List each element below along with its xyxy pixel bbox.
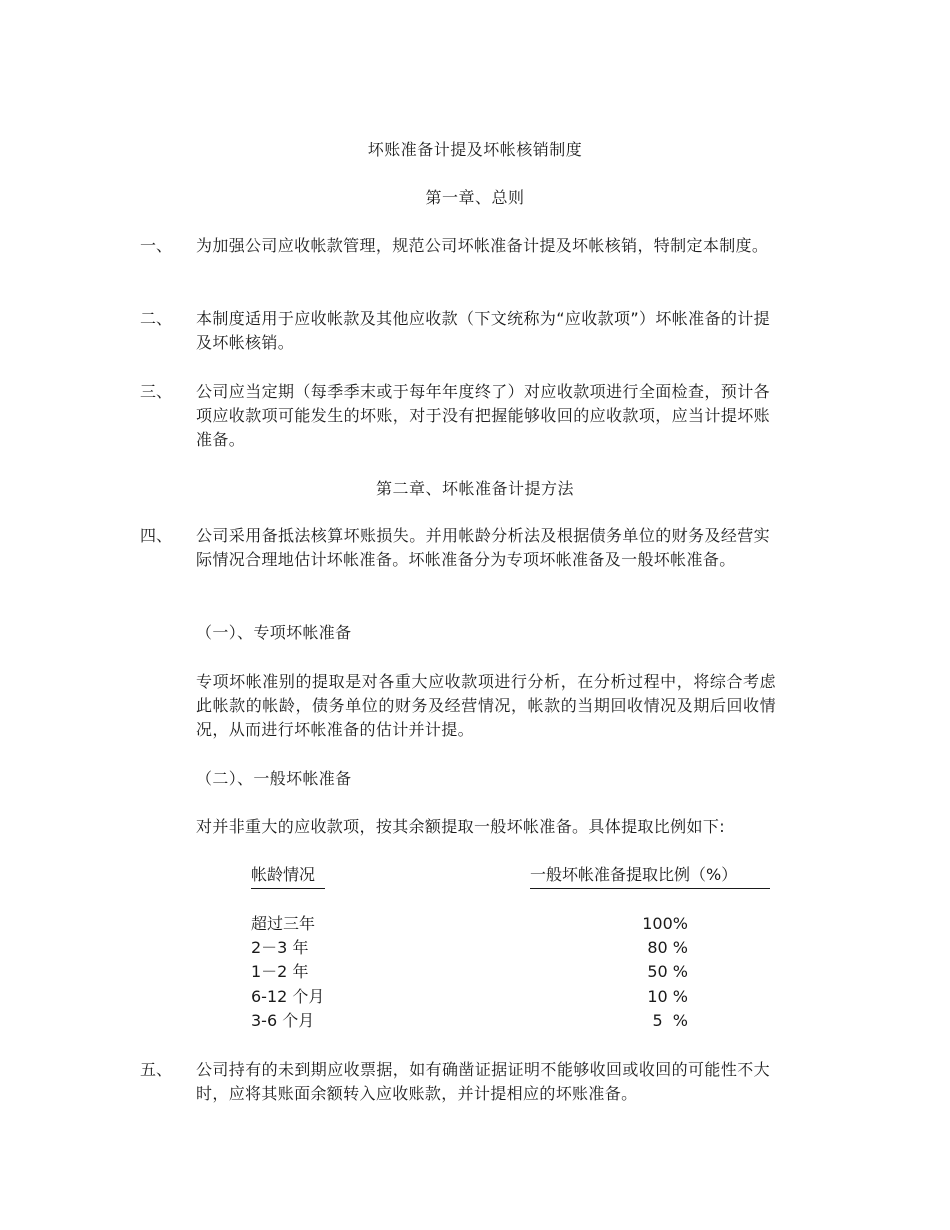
table-row-label: 超过三年 (251, 914, 316, 933)
clause-text: 公司持有的未到期应收票据，如有确凿证据证明不能够收回或收回的可能性不大时，应将其账面余额转入应收账款，并计提相应的坏账准备。 (196, 1060, 770, 1103)
age-column-header: 帐龄情况 (251, 863, 325, 889)
clause-number: 二、 (140, 309, 173, 328)
section-1-title: （一）、专项坏帐准备 (196, 623, 352, 642)
section-2-title: （二）、一般坏帐准备 (196, 769, 352, 788)
chapter-1-heading: 第一章、总则 (425, 188, 525, 207)
table-row-label: 1－2 年 (251, 962, 309, 981)
clause-number: 一、 (140, 236, 173, 255)
clause-text: 为加强公司应收帐款管理，规范公司坏帐准备计提及坏帐核销，特制定本制度。 (196, 236, 769, 255)
table-row-label: 6-12 个月 (251, 987, 325, 1006)
table-row-value: 10 % (647, 987, 688, 1006)
section-2-text: 对并非重大的应收款项，按其余额提取一般坏帐准备。具体提取比例如下: (196, 817, 725, 836)
table-row-label: 3-6 个月 (251, 1011, 315, 1030)
clause-text: 本制度适用于应收帐款及其他应收款（下文统称为“应收款项”）坏帐准备的计提及坏帐核销。 (196, 309, 770, 352)
table-row-value: 80 % (647, 938, 688, 957)
section-1-text: 专项坏帐准别的提取是对各重大应收款项进行分析，在分析过程中，将综合考虑此帐款的帐龄，债务单位的财务及经营情况，帐款的当期回收情况及期后回收情况，从而进行坏帐准备的估计并计提。 (196, 672, 776, 739)
clause-number: 三、 (140, 382, 173, 401)
clause-text: 公司采用备抵法核算坏账损失。并用帐龄分析法及根据债务单位的财务及经营实际情况合理地估计坏帐准备。坏帐准备分为专项坏帐准备及一般坏帐准备。 (196, 526, 770, 569)
ratio-column-header: 一般坏帐准备提取比例（%） (530, 863, 770, 889)
table-row-label: 2－3 年 (251, 938, 309, 957)
clause-number: 五、 (140, 1060, 173, 1079)
table-row-value: 50 % (647, 962, 688, 981)
table-row-value: 5 % (652, 1011, 688, 1030)
document-title: 坏账准备计提及坏帐核销制度 (367, 140, 583, 159)
chapter-2-heading: 第二章、坏帐准备计提方法 (375, 479, 574, 498)
table-row-value: 100% (642, 914, 688, 933)
clause-number: 四、 (140, 526, 173, 545)
clause-text: 公司应当定期（每季季末或于每年年度终了）对应收款项进行全面检查，预计各项应收款项可能发生的坏账，对于没有把握能够收回的应收款项，应当计提坏账准备。 (196, 382, 770, 449)
